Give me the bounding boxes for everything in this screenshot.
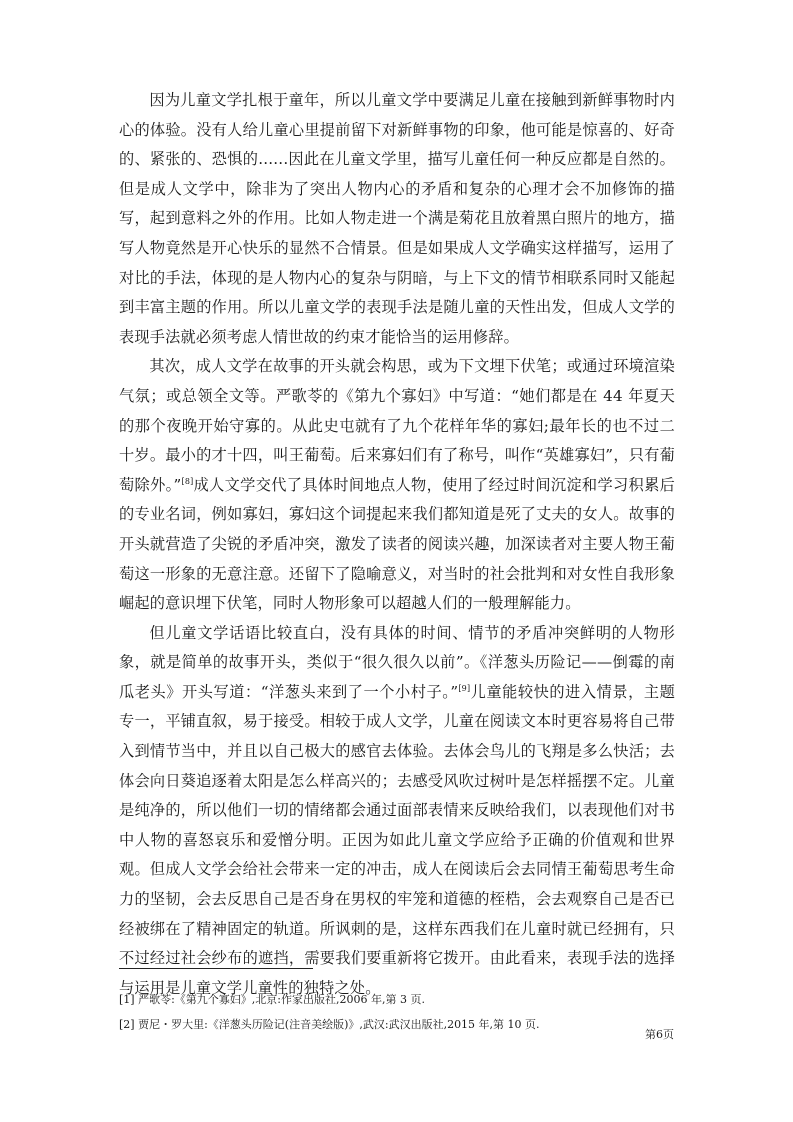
page-number: 第6页 — [645, 1028, 674, 1041]
paragraph-3-text-b: 儿童能较快的进入情景，主题专一，平铺直叙，易于接受。相较于成人文学，儿童在阅读文本时更容易将自己带入到情节当中，并且以自己极大的感官去体验。去体会鸟儿的飞翔是多么快活；去体会向日葵追逐着太阳是怎么样高兴的；去感受风吹过树叶是怎样摇摆不定。儿童是纯净的，所以他们一切的情绪都会通过面部表情来反映给我们，以表现他们对书中人物的喜怒哀乐和爱憎分明。正因为如此儿童文学应给予正确的价值观和世界观。但成人文学会给社会带来一定的冲击，成人在阅读后会去同情王葡萄思考生命力的坚韧，会去反思自己是否身在男权的牢笼和道德的桎梏，会去观察自己是否已经被绑在了精神固定的轨道。所讽刺的是，这样东西我们在儿童时就已经拥有，只不过经过社会纱布的遮挡，需要我们要重新将它拨开。由此看来，表现手法的选择与运用是儿童文学儿童性的独特之处。 — [119, 682, 675, 997]
paragraph-2-text-a: 其次，成人文学在故事的开头就会构思，或为下文埋下伏笔；或通过环境渲染气氛；或总领全文等。严歌苓的《第九个寡妇》中写道：“她们都是在 44 年夏天的那个夜晚开始守寡的。从此史屯就有了九个花样年华的寡妇;最年长的也不过二十岁。最小的才十四，叫王葡萄。后来寡妇们有了称号，叫作“英雄寡妇”，只有葡萄除外。” — [119, 357, 675, 494]
body-text — [119, 86, 675, 1003]
footnote-1: [1] 严歌苓:《第九个寡妇》,北京:作家出版社,2006 年,第 3 页. — [119, 993, 425, 1006]
paragraph-2 — [119, 352, 675, 618]
footnote-divider — [119, 968, 313, 969]
paragraph-2-text-b: 成人文学交代了具体时间地点人物，使用了经过时间沉淀和学习积累后的专业名词，例如寡妇，寡妇这个词提起来我们都知道是死了丈夫的女人。故事的开头就营造了尖锐的矛盾冲突，激发了读者的阅读兴趣，加深读者对主要人物王葡萄这一形象的无意注意。还留下了隐喻意义，对当时的社会批判和对女性自我形象崛起的意识埋下伏笔，同时人物形象可以超越人们的一般理解能力。 — [119, 475, 675, 613]
footnotes — [119, 987, 679, 1037]
paragraph-3-text-a: 但儿童文学话语比较直白，没有具体的时间、情节的矛盾冲突鲜明的人物形象，就是简单的故事开头，类似于“很久很久以前”。《洋葱头历险记——倒霉的南瓜老头》开头写道：“洋葱头来到了一个小村子。” — [119, 623, 675, 701]
paragraph-3 — [119, 619, 675, 1004]
footnote-reference-8[interactable]: [8] — [181, 476, 194, 486]
paragraph-1 — [119, 86, 675, 352]
footnote-2: [2] 贾尼・罗大里:《洋葱头历险记(注音美绘版)》,武汉:武汉出版社,2015 年,第 10 页. — [119, 1018, 540, 1031]
footnote-reference-9[interactable]: [9] — [458, 683, 471, 693]
paragraph-1-text: 因为儿童文学扎根于童年，所以儿童文学中要满足儿童在接触到新鲜事物时内心的体验。没有人给儿童心里提前留下对新鲜事物的印象，他可能是惊喜的、好奇的、紧张的、恐惧的......因此在儿童文学里，描写儿童任何一种反应都是自然的。但是成人文学中，除非为了突出人物内心的矛盾和复杂的心理才会不加修饰的描写，起到意料之外的作用。比如人物走进一个满是菊花且放着黑白照片的地方，描写人物竟然是开心快乐的显然不合情景。但是如果成人文学确实这样描写，运用了对比的手法，体现的是人物内心的复杂与阴暗，与上下文的情节相联系同时又能起到丰富主题的作用。所以儿童文学的表现手法是随儿童的天性出发，但成人文学的表现手法就必须考虑人情世故的约束才能恰当的运用修辞。 — [119, 91, 675, 346]
